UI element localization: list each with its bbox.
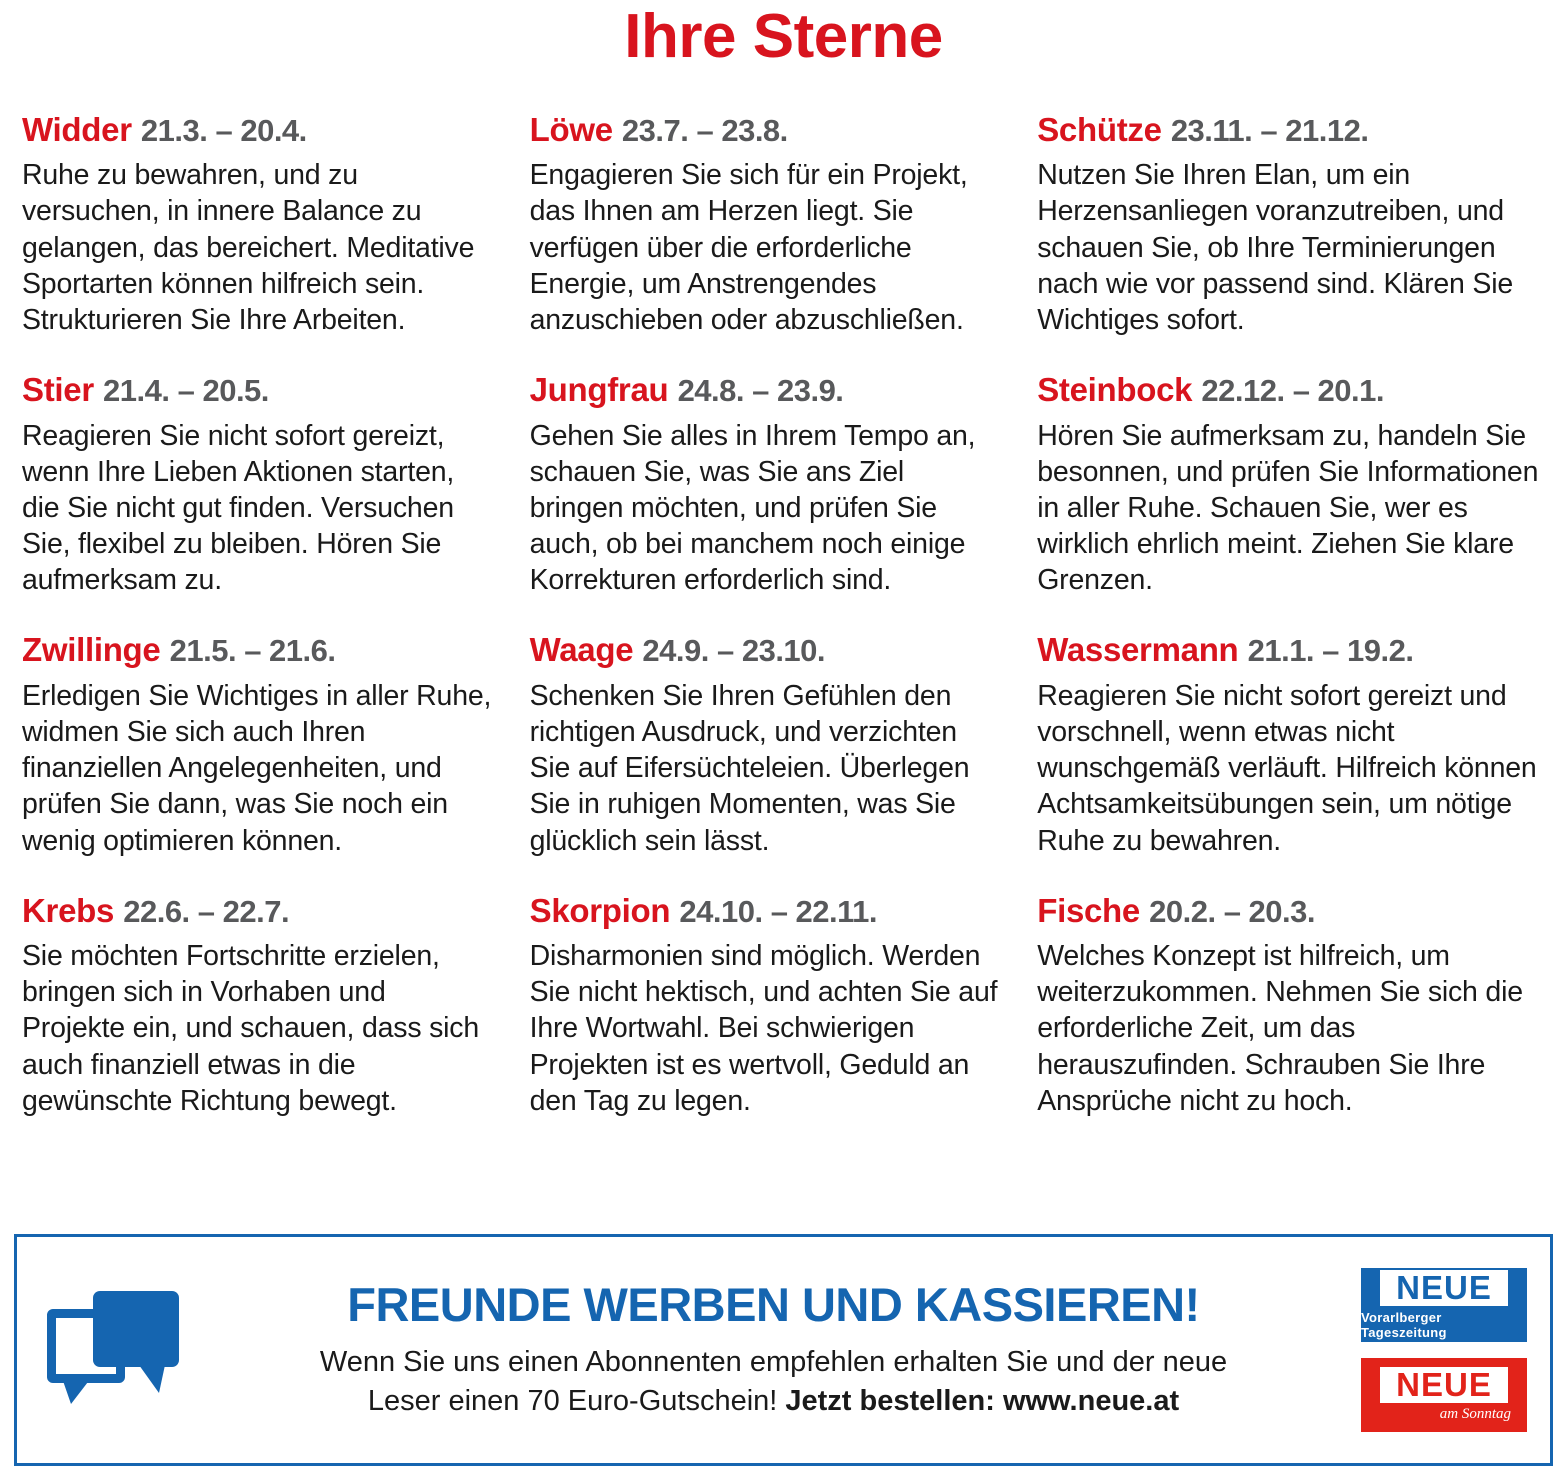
sign-name: Wassermann [1037,631,1239,669]
logo-word: NEUE [1380,1367,1508,1404]
sign-block [1037,372,1545,598]
sign-text: Gehen Sie alles in Ihrem Tempo an, schauen Sie, was Sie ans Ziel bringen möchten, und prüfen Sie auch, ob bei manchem noch einige Korrekturen erforderlich sind. [529,419,976,597]
sign-heading [22,632,496,668]
sign-block [22,112,496,338]
sign-block [530,632,1004,858]
logo-subtitle: Vorarlberger Tageszeitung [1361,1310,1447,1341]
sign-block [22,632,496,858]
sign-name: Löwe [529,111,613,148]
horoscope-column-3 [1037,112,1545,1119]
sign-heading [530,893,1004,929]
sign-dates: 23.7. – 23.8. [621,113,788,148]
horoscope-columns [0,112,1567,1119]
sign-name: Jungfrau [529,371,669,409]
ad-logos [1354,1265,1534,1435]
sign-heading [1037,893,1545,929]
referral-ad-banner[interactable] [14,1234,1553,1466]
sign-name: Steinbock [1037,371,1193,409]
sign-text: Welches Konzept ist hilfreich, um weiterzukommen. Nehmen Sie sich die erforderliche Zeit, um das herauszufinden. Schrauben Sie Ihre Ansprüche nicht zu hoch. [1037,940,1523,1117]
horoscope-column-1 [22,112,530,1119]
sign-block [22,372,496,598]
sign-text: Ruhe zu bewahren, und zu versuchen, in innere Balance zu gelangen, das bereichert. Meditative Sportarten können hilfreich sein. Strukturieren Sie Ihre Arbeiten. [22,159,475,337]
ad-body [193,1280,1354,1420]
ad-line-2 [199,1382,1348,1420]
sign-block [530,112,1004,338]
sign-text: Reagieren Sie nicht sofort gereizt, wenn Ihre Lieben Aktionen starten, die Sie nicht gut finden. Versuchen Sie, flexibel zu bleiben. Hören Sie aufmerksam zu. [22,419,455,597]
sign-text: Engagieren Sie sich für ein Projekt, das Ihnen am Herzen liegt. Sie verfügen über die erforderliche Energie, um Anstrengendes anzuschieben oder abzuschließen. [529,159,968,337]
page-title: Ihre Sterne [624,2,943,71]
sign-block [530,893,1004,1119]
sign-name: Widder [22,111,132,148]
sign-block [1037,893,1545,1119]
sign-text: Sie möchten Fortschritte erzielen, bringen sich in Vorhaben und Projekte ein, und schauen, dass sich auch finanziell etwas in die gewünschte Richtung bewegt. [22,940,479,1117]
sign-dates: 21.3. – 20.4. [140,113,307,148]
sign-name: Waage [529,631,634,669]
ad-line-1: Wenn Sie uns einen Abonnenten empfehlen erhalten Sie und der neue [319,1346,1228,1379]
logo-neue-am-sonntag [1358,1355,1530,1435]
sign-dates: 24.10. – 22.11. [679,893,878,929]
sign-dates: 21.5. – 21.6. [169,633,336,669]
sign-block [530,372,1004,598]
ad-order-link[interactable]: Jetzt bestellen: www.neue.at [785,1384,1180,1417]
sign-name: Schütze [1037,111,1162,148]
sign-heading [22,372,496,408]
speech-bubbles-icon [33,1291,193,1409]
sign-heading [22,112,496,148]
sign-block [1037,112,1545,338]
sign-dates: 22.12. – 20.1. [1201,373,1385,409]
sign-name: Zwillinge [22,631,161,669]
sign-text: Schenken Sie Ihren Gefühlen den richtigen Ausdruck, und verzichten Sie auf Eifersüchteleien. Überlegen Sie in ruhigen Momenten, was Sie glücklich sein lässt. [529,679,970,857]
sign-dates: 22.6. – 22.7. [123,893,290,929]
sign-name: Stier [22,371,94,409]
logo-neue-vorarlberger-tageszeitung [1358,1265,1530,1345]
sign-name: Fische [1037,891,1140,929]
sign-text: Erledigen Sie Wichtiges in aller Ruhe, widmen Sie sich auch Ihren finanziellen Angelegenheiten, und prüfen Sie dann, was Sie noch ein wenig optimieren können. [22,679,492,857]
horoscope-column-2 [530,112,1038,1119]
sign-heading [530,372,1004,408]
sign-text: Nutzen Sie Ihren Elan, um ein Herzensanliegen voranzutreiben, und schauen Sie, ob Ihre Terminierungen nach wie vor passend sind. Klären Sie Wichtiges sofort. [1037,159,1514,337]
logo-word: NEUE [1380,1270,1508,1307]
ad-headline: FREUNDE WERBEN UND KASSIEREN! [347,1278,1200,1332]
sign-name: Skorpion [529,891,671,929]
sign-dates: 20.2. – 20.3. [1149,893,1316,929]
sign-dates: 24.9. – 23.10. [642,633,826,669]
ad-line-2-plain: Leser einen 70 Euro-Gutschein! [367,1384,786,1417]
sign-block [1037,632,1545,858]
sign-heading [530,112,1004,148]
sign-dates: 24.8. – 23.9. [677,373,844,409]
logo-subtitle: am Sonntag [1439,1406,1511,1423]
sign-dates: 21.1. – 19.2. [1247,633,1414,669]
sign-heading [530,632,1004,668]
sign-dates: 23.11. – 21.12. [1170,113,1369,148]
sign-heading [1037,632,1545,668]
sign-text: Hören Sie aufmerksam zu, handeln Sie besonnen, und prüfen Sie Informationen in aller Ruhe. Schauen Sie, wer es wirklich ehrlich meint. Ziehen Sie klare Grenzen. [1037,419,1539,597]
sign-text: Reagieren Sie nicht sofort gereizt und vorschnell, wenn etwas nicht wunschgemäß verläuft. Hilfreich können Achtsamkeitsübungen sein, um nötige Ruhe zu bewahren. [1037,679,1537,857]
sign-block [22,893,496,1119]
sign-heading [1037,112,1545,148]
sign-dates: 21.4. – 20.5. [103,373,269,409]
sign-heading [1037,372,1545,408]
sign-heading [22,893,496,929]
sign-name: Krebs [22,891,115,929]
sign-text: Disharmonien sind möglich. Werden Sie nicht hektisch, und achten Sie auf Ihre Wortwahl. Bei schwierigen Projekten ist es wertvoll, Geduld an den Tag zu legen. [529,940,998,1117]
